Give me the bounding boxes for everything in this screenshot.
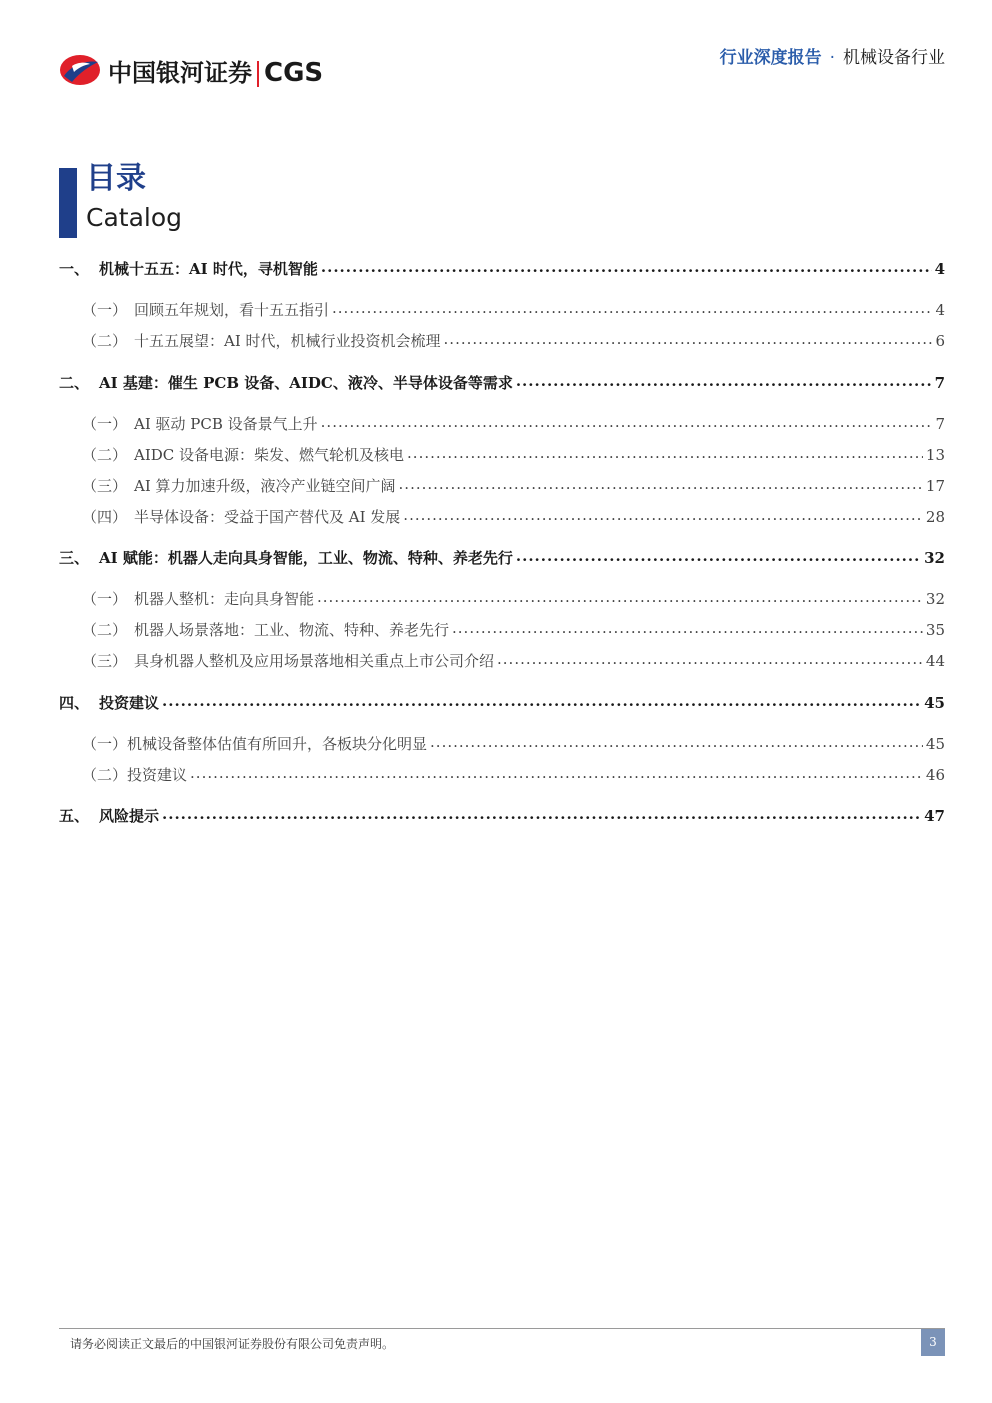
toc-entry[interactable]	[59, 258, 945, 286]
toc-entry-page: 32	[924, 549, 945, 567]
toc-entry-page: 7	[934, 374, 945, 392]
brand-logo-icon	[58, 50, 102, 90]
toc-entry-label: AIDC 设备电源：柴发、燃气轮机及核电	[134, 446, 405, 464]
brand-logo	[58, 50, 323, 90]
toc-entry-number: 四、	[59, 694, 90, 712]
toc-entry-number: （四）	[82, 508, 128, 526]
toc-entry-number: （三）	[82, 477, 128, 495]
toc-entry-number: （三）	[82, 652, 128, 670]
header-separator: ·	[829, 48, 835, 68]
toc-entry-label: 风险提示	[99, 807, 160, 825]
toc-entry-number: 三、	[59, 549, 90, 567]
toc-leader-dots	[430, 734, 923, 749]
toc-entry-number: （二）	[82, 621, 128, 639]
toc-entry-number: 一、	[59, 260, 90, 278]
catalog-title-en: Catalog	[86, 203, 183, 232]
toc-leader-dots	[399, 476, 923, 491]
page-number: 3	[921, 1329, 945, 1356]
toc-entry-page: 17	[925, 477, 945, 495]
footer-disclaimer: 请务必阅读正文最后的中国银河证券股份有限公司免责声明。	[70, 1337, 395, 1351]
toc-entry[interactable]	[59, 444, 945, 472]
toc-entry-label: 投资建议	[127, 766, 188, 784]
toc-leader-dots	[321, 414, 933, 429]
toc-entry-label: 机器人场景落地：工业、物流、特种、养老先行	[134, 621, 450, 639]
toc-entry-page: 44	[925, 652, 945, 670]
toc-leader-dots	[407, 445, 923, 460]
toc-entry-label: 机器人整机：走向具身智能	[134, 590, 315, 608]
toc-entry[interactable]	[59, 619, 945, 647]
catalog-title-cn: 目录	[86, 161, 146, 196]
toc-entry-page: 45	[924, 694, 945, 712]
toc-leader-dots	[497, 651, 923, 666]
toc-entry-label: 十五五展望：AI 时代，机械行业投资机会梳理	[134, 332, 441, 350]
toc-leader-dots	[317, 589, 923, 604]
toc-leader-dots	[321, 259, 932, 274]
brand-name-cn: 中国银河证券	[108, 58, 252, 87]
toc-entry-number: （一）	[82, 301, 128, 319]
toc-entry-page: 6	[935, 332, 945, 350]
toc-entry-label: AI 驱动 PCB 设备景气上升	[134, 415, 318, 433]
toc-leader-dots	[332, 300, 932, 315]
toc-entry-label: 回顾五年规划，看十五五指引	[134, 301, 330, 319]
toc-entry[interactable]	[59, 330, 945, 358]
toc-entry-number: （二）	[82, 332, 128, 350]
toc-entry-page: 45	[925, 735, 945, 753]
toc-entry-page: 28	[925, 508, 945, 526]
toc-entry-page: 32	[925, 590, 945, 608]
toc-entry[interactable]	[59, 805, 945, 833]
toc-entry-label: AI 算力加速升级，液冷产业链空间广阔	[134, 477, 396, 495]
report-industry: 机械设备行业	[843, 48, 945, 68]
toc-entry-page: 35	[925, 621, 945, 639]
toc-entry-number: 五、	[59, 807, 90, 825]
toc-leader-dots	[162, 693, 921, 708]
toc-leader-dots	[516, 548, 921, 563]
report-header	[720, 43, 945, 68]
toc-entry-page: 13	[925, 446, 945, 464]
toc-entry-page: 47	[924, 807, 945, 825]
toc-entry-number: （一）	[82, 735, 128, 753]
toc-entry[interactable]	[59, 764, 945, 792]
toc-leader-dots	[190, 765, 923, 780]
catalog-title-accent-bar	[59, 168, 77, 238]
footer-divider	[59, 1328, 945, 1329]
toc-leader-dots	[162, 806, 921, 821]
toc-entry[interactable]	[59, 475, 945, 503]
toc-entry-label: 半导体设备：受益于国产替代及 AI 发展	[134, 508, 401, 526]
toc-entry[interactable]	[59, 650, 945, 678]
toc-entry-label: 投资建议	[99, 694, 160, 712]
report-type: 行业深度报告	[719, 48, 822, 68]
toc-entry[interactable]	[59, 588, 945, 616]
toc-entry-label: 具身机器人整机及应用场景落地相关重点上市公司介绍	[134, 652, 495, 670]
toc-entry-page: 4	[935, 301, 945, 319]
toc-entry-label: AI 赋能：机器人走向具身智能，工业、物流、特种、养老先行	[99, 549, 513, 567]
toc-leader-dots	[452, 620, 923, 635]
toc-entry-label: 机械设备整体估值有所回升，各板块分化明显	[127, 735, 428, 753]
toc-entry-label: AI 基建：催生 PCB 设备、AIDC、液冷、半导体设备等需求	[99, 374, 513, 392]
toc-entry[interactable]	[59, 413, 945, 441]
toc-leader-dots	[444, 331, 933, 346]
toc-entry[interactable]	[59, 733, 945, 761]
toc-entry-page: 46	[925, 766, 945, 784]
toc-entry-label: 机械十五五：AI 时代，寻机智能	[99, 260, 318, 278]
toc-entry-number: （二）	[82, 446, 128, 464]
toc-entry[interactable]	[59, 547, 945, 575]
brand-divider	[257, 61, 259, 87]
toc-entry-number: 二、	[59, 374, 90, 392]
toc-entry-number: （二）	[82, 766, 128, 784]
toc-leader-dots	[403, 507, 923, 522]
toc-entry[interactable]	[59, 506, 945, 534]
toc-entry-page: 4	[934, 260, 945, 278]
toc-entry-page: 7	[935, 415, 945, 433]
toc-entry-number: （一）	[82, 415, 128, 433]
brand-name	[108, 53, 323, 88]
toc-entry[interactable]	[59, 692, 945, 720]
toc-leader-dots	[516, 373, 932, 388]
toc-entry-number: （一）	[82, 590, 128, 608]
toc-entry[interactable]	[59, 299, 945, 327]
toc-entry[interactable]	[59, 372, 945, 400]
brand-name-en: CGS	[264, 57, 324, 88]
